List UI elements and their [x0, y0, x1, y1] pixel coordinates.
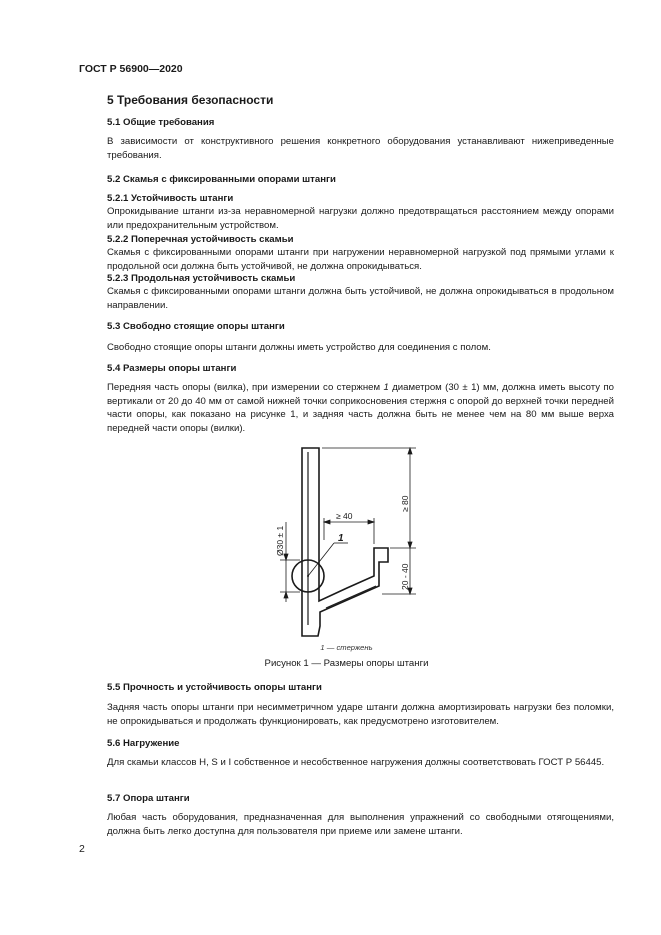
- clause-5-3-text: [79, 341, 614, 355]
- section-title: 5 Требования безопасности: [107, 93, 274, 107]
- callout-label: 1: [338, 533, 344, 544]
- clause-5-7-title: 5.7 Опора штанги: [107, 793, 190, 804]
- clause-5-4-text-part-b: диаметром (30 ± 1) мм, должна иметь высоту по вертикали от 20 до 40 мм от самой нижней точки соприкосновения стержня с опорой до верхней точки передней части опоры, как показано на рисунке 1, и задняя часть должна быть не менее чем на 80 мм выше верха передней части опоры (вилки).: [107, 382, 614, 434]
- clause-5-2-3-text: [79, 285, 614, 312]
- support-outline: [302, 448, 388, 636]
- clause-5-4-text: [79, 381, 614, 435]
- document-code: ГОСТ Р 56900—2020: [79, 63, 183, 75]
- dim-rear-label: ≥ 80: [400, 495, 410, 512]
- dim-front-label: 20 - 40: [400, 563, 410, 590]
- clause-5-6-text: [79, 756, 614, 770]
- clause-5-5-text: [79, 701, 614, 728]
- clause-5-2-title: 5.2 Скамья с фиксированными опорами штанги: [107, 174, 336, 185]
- fork-inner: [326, 586, 376, 608]
- clause-5-7-text: [79, 811, 614, 838]
- clause-5-1-paragraph: В зависимости от конструктивного решения конкретного оборудования устанавливают нижеприведенные требования.: [107, 136, 614, 161]
- clause-5-2-1-title: 5.2.1 Устойчивость штанги: [107, 193, 234, 204]
- clause-5-4-text-part-a: Передняя часть опоры (вилка), при измерении со стержнем: [107, 382, 384, 393]
- clause-5-4-rod-ref: 1: [383, 382, 389, 393]
- clause-5-2-1-paragraph: Опрокидывание штанги из-за неравномерной нагрузки должно предотвращаться расстоянием между опорами или предохранительным устройством.: [107, 206, 614, 231]
- clause-5-2-2-text: [79, 246, 614, 273]
- clause-5-4-title: 5.4 Размеры опоры штанги: [107, 363, 237, 374]
- clause-5-2-1-text: [79, 205, 614, 232]
- clause-5-2-3-title: 5.2.3 Продольная устойчивость скамьи: [107, 273, 296, 284]
- callout-leader: [308, 543, 334, 576]
- clause-5-5-paragraph: Задняя часть опоры штанги при несимметричном ударе штанги должна амортизировать нагрузки без поломки, не опрокидываться и продолжать функционировать, как предусмотрено изготовителем.: [107, 702, 614, 727]
- clause-5-7-paragraph: Любая часть оборудования, предназначенная для выполнения упражнений со свободными отягощениями, должна быть легко доступна для пользователя при приеме или замене штанги.: [107, 812, 614, 837]
- dim-diameter-label: Ø30 ± 1: [275, 525, 285, 556]
- clause-5-6-paragraph: Для скамьи классов H, S и I собственное и несобственное нагружения должны соответствовать ГОСТ Р 56445.: [107, 757, 605, 768]
- dim-width-label: ≥ 40: [336, 511, 353, 521]
- clause-5-2-2-paragraph: Скамья с фиксированными опорами штанги при нагружении неравномерной нагрузкой под прямыми углами к продольной оси должна быть устойчивой, не должна опрокидываться.: [107, 247, 614, 272]
- clause-5-3-title: 5.3 Свободно стоящие опоры штанги: [107, 321, 285, 332]
- clause-5-6-title: 5.6 Нагружение: [107, 738, 180, 749]
- figure-legend: [79, 643, 614, 652]
- clause-5-1-text: [79, 135, 614, 162]
- page-number: 2: [79, 843, 85, 855]
- figure-legend-text: 1 — стержень: [320, 643, 373, 652]
- clause-5-3-paragraph: Свободно стоящие опоры штанги должны иметь устройство для соединения с полом.: [107, 342, 491, 353]
- clause-5-2-2-title: 5.2.2 Поперечная устойчивость скамьи: [107, 234, 294, 245]
- figure-1-drawing: [230, 440, 430, 650]
- clause-5-4-paragraph: [79, 381, 614, 435]
- figure-caption: Рисунок 1 — Размеры опоры штанги: [264, 658, 429, 669]
- clause-5-1-title: 5.1 Общие требования: [107, 117, 215, 128]
- clause-5-2-3-paragraph: Скамья с фиксированными опорами штанги должна быть устойчивой, не должна опрокидываться в продольном направлении.: [107, 286, 614, 311]
- clause-5-5-title: 5.5 Прочность и устойчивость опоры штанги: [107, 682, 322, 693]
